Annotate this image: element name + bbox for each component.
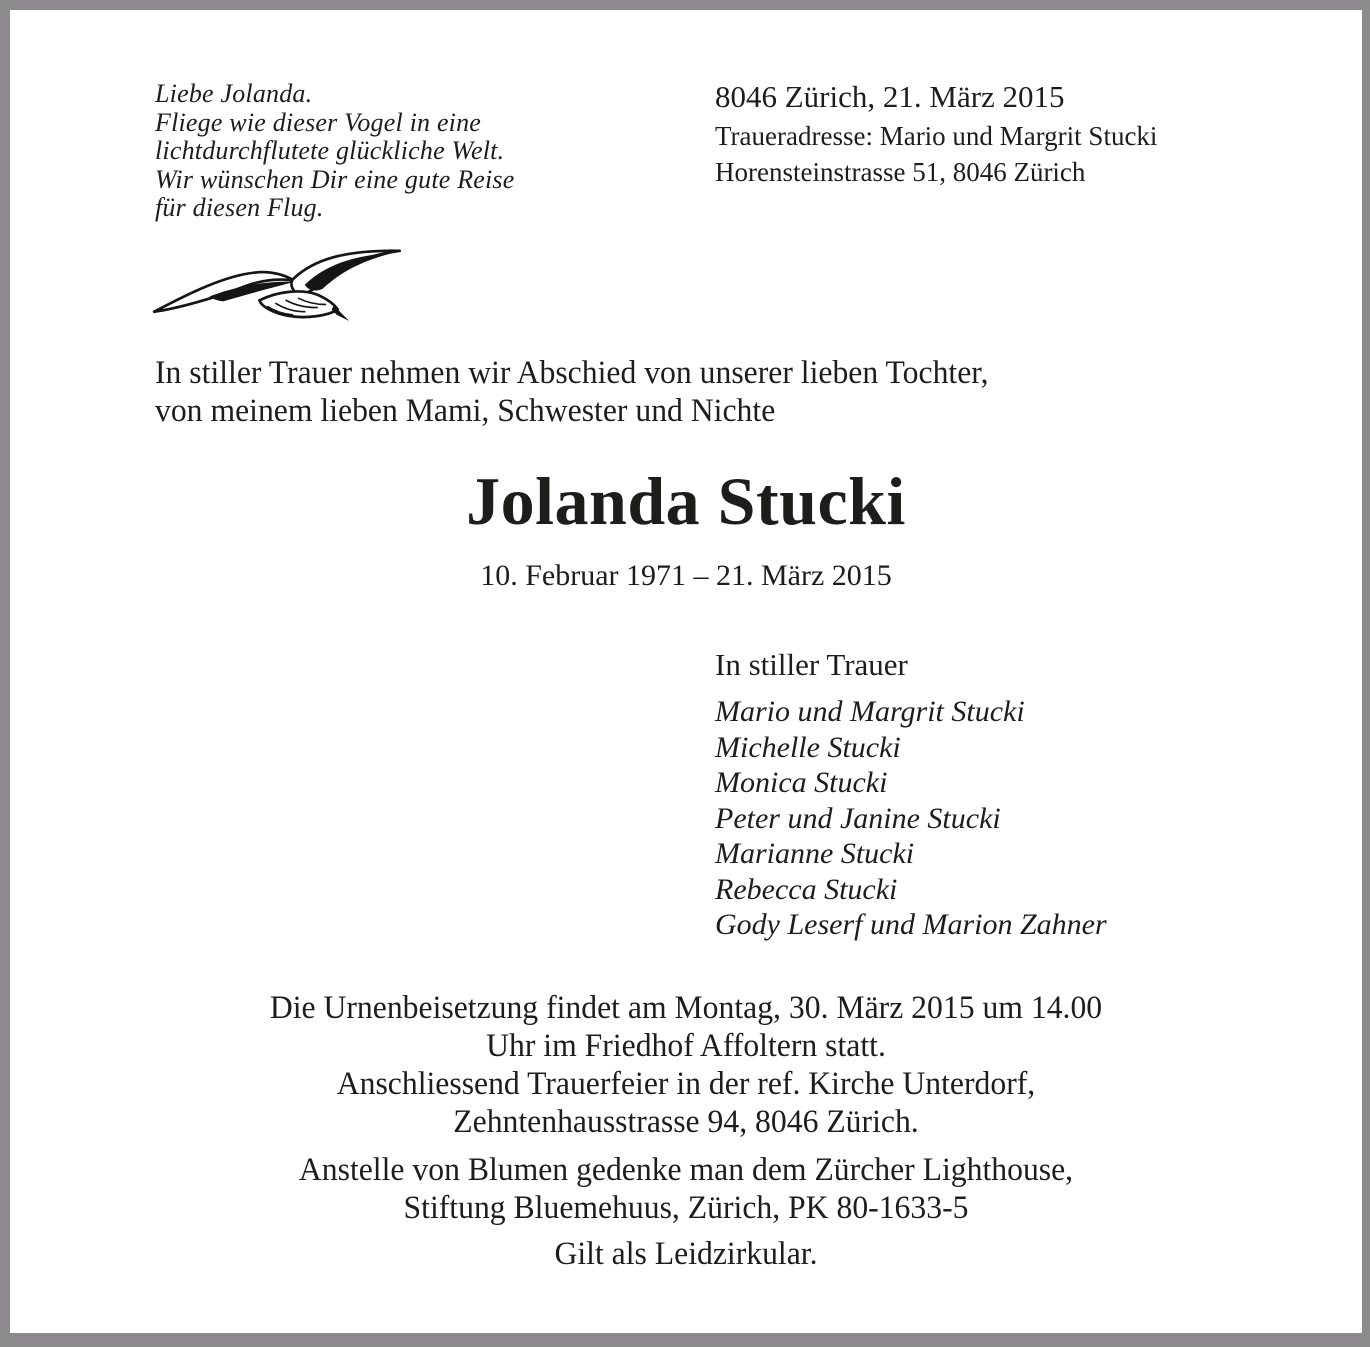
dateline: 8046 Zürich, 21. März 2015 — [715, 79, 1065, 114]
donation-details — [10, 1151, 1362, 1227]
mourner-name: Gody Leserf und Marion Zahner — [715, 908, 1107, 941]
mourning-address-block — [715, 76, 1157, 190]
dedication-line: Wir wünschen Dir eine gute Reise — [155, 164, 515, 194]
burial-line: Anschliessend Trauerfeier in der ref. Kirche Unterdorf, — [336, 1066, 1036, 1102]
mourner-name: Peter und Janine Stucki — [715, 801, 1001, 835]
burial-line: Uhr im Friedhof Affoltern statt. — [486, 1028, 886, 1064]
mourners-heading: In stiller Trauer — [715, 647, 908, 682]
mourning-address-name: Traueradresse: Mario und Margrit Stucki — [715, 121, 1158, 151]
mourner-name: Monica Stucki — [715, 766, 888, 799]
burial-details — [10, 989, 1362, 1141]
burial-line: Die Urnenbeisetzung findet am Montag, 30. März 2015 um 14.00 — [269, 990, 1103, 1026]
dedication-poem — [155, 80, 515, 223]
dedication-line: Liebe Jolanda. — [155, 79, 313, 108]
mourner-name: Michelle Stucki — [715, 730, 901, 764]
donation-line: Anstelle von Blumen gedenke man dem Zürcher Lighthouse, — [298, 1152, 1074, 1188]
burial-line: Zehntenhausstrasse 94, 8046 Zürich. — [453, 1104, 919, 1140]
mourning-address-street: Horensteinstrasse 51, 8046 Zürich — [715, 157, 1086, 187]
announcement-intro — [155, 354, 1288, 430]
mourners-list — [715, 694, 1107, 943]
donation-line: Stiftung Bluemehuus, Zürich, PK 80-1633-5 — [403, 1190, 969, 1226]
closing-note: Gilt als Leidzirkular. — [554, 1236, 818, 1272]
dedication-line: für diesen Flug. — [155, 193, 324, 222]
life-dates: 10. Februar 1971 – 21. März 2015 — [480, 559, 892, 592]
intro-line: In stiller Trauer nehmen wir Abschied von unserer lieben Tochter, — [155, 355, 989, 391]
deceased-name: Jolanda Stucki — [466, 463, 906, 539]
intro-line: von meinem lieben Mami, Schwester und Nichte — [155, 393, 776, 429]
dedication-line: Fliege wie dieser Vogel in eine — [155, 107, 482, 137]
seagull-icon — [150, 243, 408, 333]
dedication-line: lichtdurchflutete glückliche Welt. — [155, 136, 505, 165]
mourner-name: Mario und Margrit Stucki — [715, 695, 1025, 728]
mourner-name: Marianne Stucki — [715, 837, 915, 870]
mourner-name: Rebecca Stucki — [715, 872, 898, 906]
